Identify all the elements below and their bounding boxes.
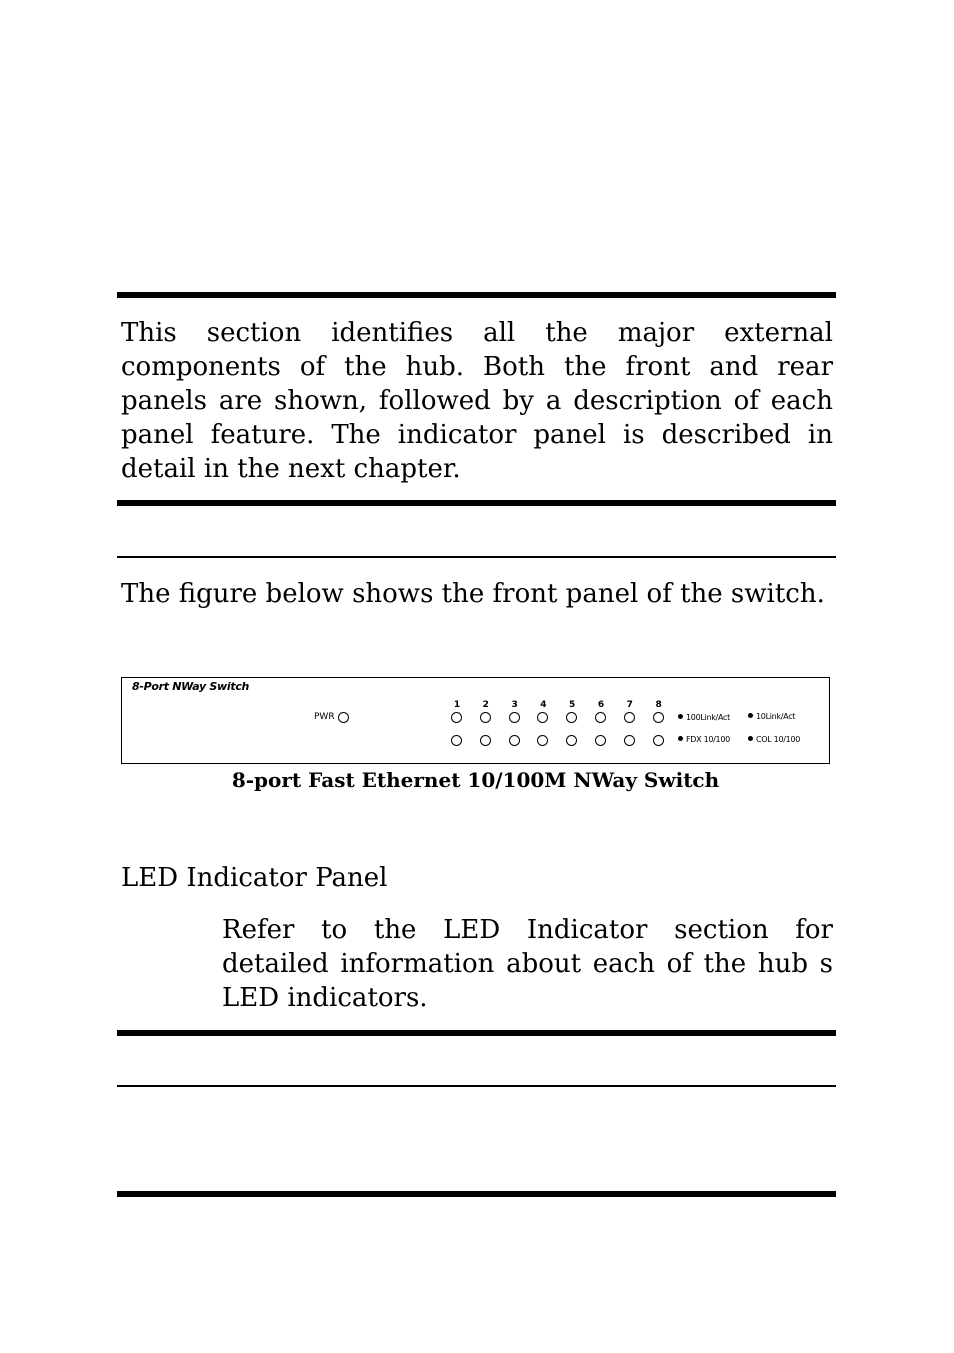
rule-rear-section (117, 1085, 836, 1087)
port-2-fdx-led-icon (480, 735, 491, 746)
rule-after-intro (117, 500, 836, 506)
port-number-3: 3 (511, 700, 518, 710)
legend-label: COL 10/100 (756, 735, 801, 744)
legend-dot-icon (678, 736, 683, 741)
port-number-7: 7 (626, 700, 633, 710)
port-5-link-led-icon (566, 712, 577, 723)
port-number-6: 6 (597, 700, 605, 710)
legend-label: 100Link/Act (686, 713, 730, 722)
legend-dot-icon (748, 713, 753, 718)
port-number-4: 4 (540, 700, 547, 710)
legend-10-link-act (748, 712, 795, 721)
legend-100-link-act (678, 713, 730, 722)
port-3-link-led-icon (509, 712, 520, 723)
rule-bottom (117, 1191, 836, 1197)
port-2-link-led-icon (480, 712, 491, 723)
port-4-link-led-icon (537, 712, 548, 723)
port-5-fdx-led-icon (566, 735, 577, 746)
panel-title: 8-Port NWay Switch (132, 680, 250, 693)
legend-col (748, 735, 800, 744)
pwr-led-icon (338, 712, 349, 723)
port-6-fdx-led-icon (595, 735, 606, 746)
port-3-fdx-led-icon (509, 735, 520, 746)
pwr-label: PWR (314, 712, 335, 722)
legend-fdx (678, 735, 730, 744)
port-8-link-led-icon (653, 712, 664, 723)
figure-caption: 8-port Fast Ethernet 10/100M NWay Switch (231, 768, 720, 792)
port-8-fdx-led-icon (653, 735, 664, 746)
port-number-1: 1 (453, 700, 461, 710)
port-1-fdx-led-icon (451, 735, 462, 746)
port-7-link-led-icon (624, 712, 635, 723)
legend-dot-icon (678, 714, 683, 719)
port-6-link-led-icon (595, 712, 606, 723)
led-section-heading: LED Indicator Panel (121, 863, 388, 893)
legend-label: FDX 10/100 (686, 735, 730, 744)
port-4-fdx-led-icon (537, 735, 548, 746)
rule-after-led (117, 1030, 836, 1036)
front-panel-intro: The figure below shows the front panel of the switch. (121, 579, 825, 609)
port-7-fdx-led-icon (624, 735, 635, 746)
port-number-8: 8 (655, 700, 662, 710)
port-1-link-led-icon (451, 712, 462, 723)
intro-paragraph: This section identifies all the major external components of the hub. Both the front and rear panels are shown, followed by a description of each panel feature. The indicator panel is described in detail in the next chapter. (121, 318, 833, 484)
legend-label: 10Link/Act (756, 712, 796, 721)
legend-dot-icon (748, 736, 753, 741)
rule-front-panel-section (117, 556, 836, 558)
rule-top (117, 292, 836, 298)
port-number-5: 5 (569, 700, 576, 710)
port-number-2: 2 (482, 700, 489, 710)
led-section-description: Refer to the LED Indicator section for detailed information about each of the hub s LED indicators. (222, 915, 833, 1013)
front-panel-figure (121, 677, 830, 764)
